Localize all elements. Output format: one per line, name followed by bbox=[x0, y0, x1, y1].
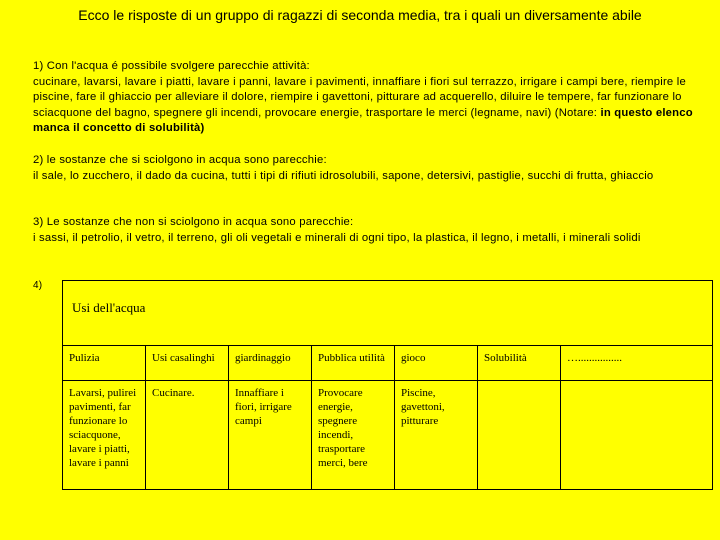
answer-1-note: in questo elenco manca il concetto di solubilità) bbox=[33, 106, 693, 134]
table-cell: gioco bbox=[395, 346, 478, 381]
answer-2-body: il sale, lo zucchero, il dado da cucina, tutti i tipi di rifiuti idrosolubili, sapone, detersivi, pastiglie, succhi di frutta, ghiaccio bbox=[33, 169, 654, 182]
water-uses-table bbox=[62, 280, 713, 490]
answer-1-body bbox=[33, 75, 695, 137]
table-cell: …................ bbox=[561, 346, 713, 381]
table-cell: Innaffiare i fiori, irrigare campi bbox=[229, 381, 312, 490]
answer-3-intro: 3) Le sostanze che non si sciolgono in acqua sono parecchie: bbox=[33, 216, 354, 228]
table-cell bbox=[478, 381, 561, 490]
table-cell: Provocare energie, spegnere incendi, trasportare merci, bere bbox=[312, 381, 395, 490]
table-cell: Usi casalinghi bbox=[146, 346, 229, 381]
table-cell: Pubblica utilità bbox=[312, 346, 395, 381]
answer-2 bbox=[33, 153, 695, 184]
table-cell: Pulizia bbox=[63, 346, 146, 381]
answer-2-intro: 2) le sostanze che si sciolgono in acqua sono parecchie: bbox=[33, 154, 327, 166]
table-cell: Lavarsi, pulirei pavimenti, far funzionare lo sciacquone, lavare i piatti, lavare i panni bbox=[63, 381, 146, 490]
table-row-categories bbox=[63, 346, 713, 381]
answer-1 bbox=[33, 59, 695, 137]
table-heading: Usi dell'acqua bbox=[63, 281, 713, 346]
answer-1-intro: 1) Con l'acqua é possibile svolgere parecchie attività: bbox=[33, 60, 310, 72]
answer-1-list: cucinare, lavarsi, lavare i piatti, lavare i panni, lavare i pavimenti, innaffiare i fiori sul terrazzo, irrigare i campi bere, riempire le piscine, fare il ghiaccio per alleviare il dolore, riempire i gavettoni, pitturare ad acquerello, diluire le tempere, far funzionare lo sciacquone del bagno, spegnere gli incendi, provocare energie, trasportare le merci (legname, navi) (Notare: bbox=[33, 75, 686, 119]
answer-3-body: i sassi, il petrolio, il vetro, il terreno, gli oli vegetali e minerali di ogni tipo, la plastica, il legno, i metalli, i minerali solidi bbox=[33, 231, 641, 244]
table-row-examples bbox=[63, 381, 713, 490]
table-cell: Cucinare. bbox=[146, 381, 229, 490]
page-title: Ecco le risposte di un gruppo di ragazzi di seconda media, tra i quali un diversamente abile bbox=[78, 7, 642, 23]
table-cell bbox=[561, 381, 713, 490]
table-cell: Piscine, gavettoni, pitturare bbox=[395, 381, 478, 490]
answer-3 bbox=[33, 215, 695, 246]
table-cell: Solubilità bbox=[478, 346, 561, 381]
answer-4-label: 4) bbox=[33, 280, 43, 291]
table-cell: giardinaggio bbox=[229, 346, 312, 381]
